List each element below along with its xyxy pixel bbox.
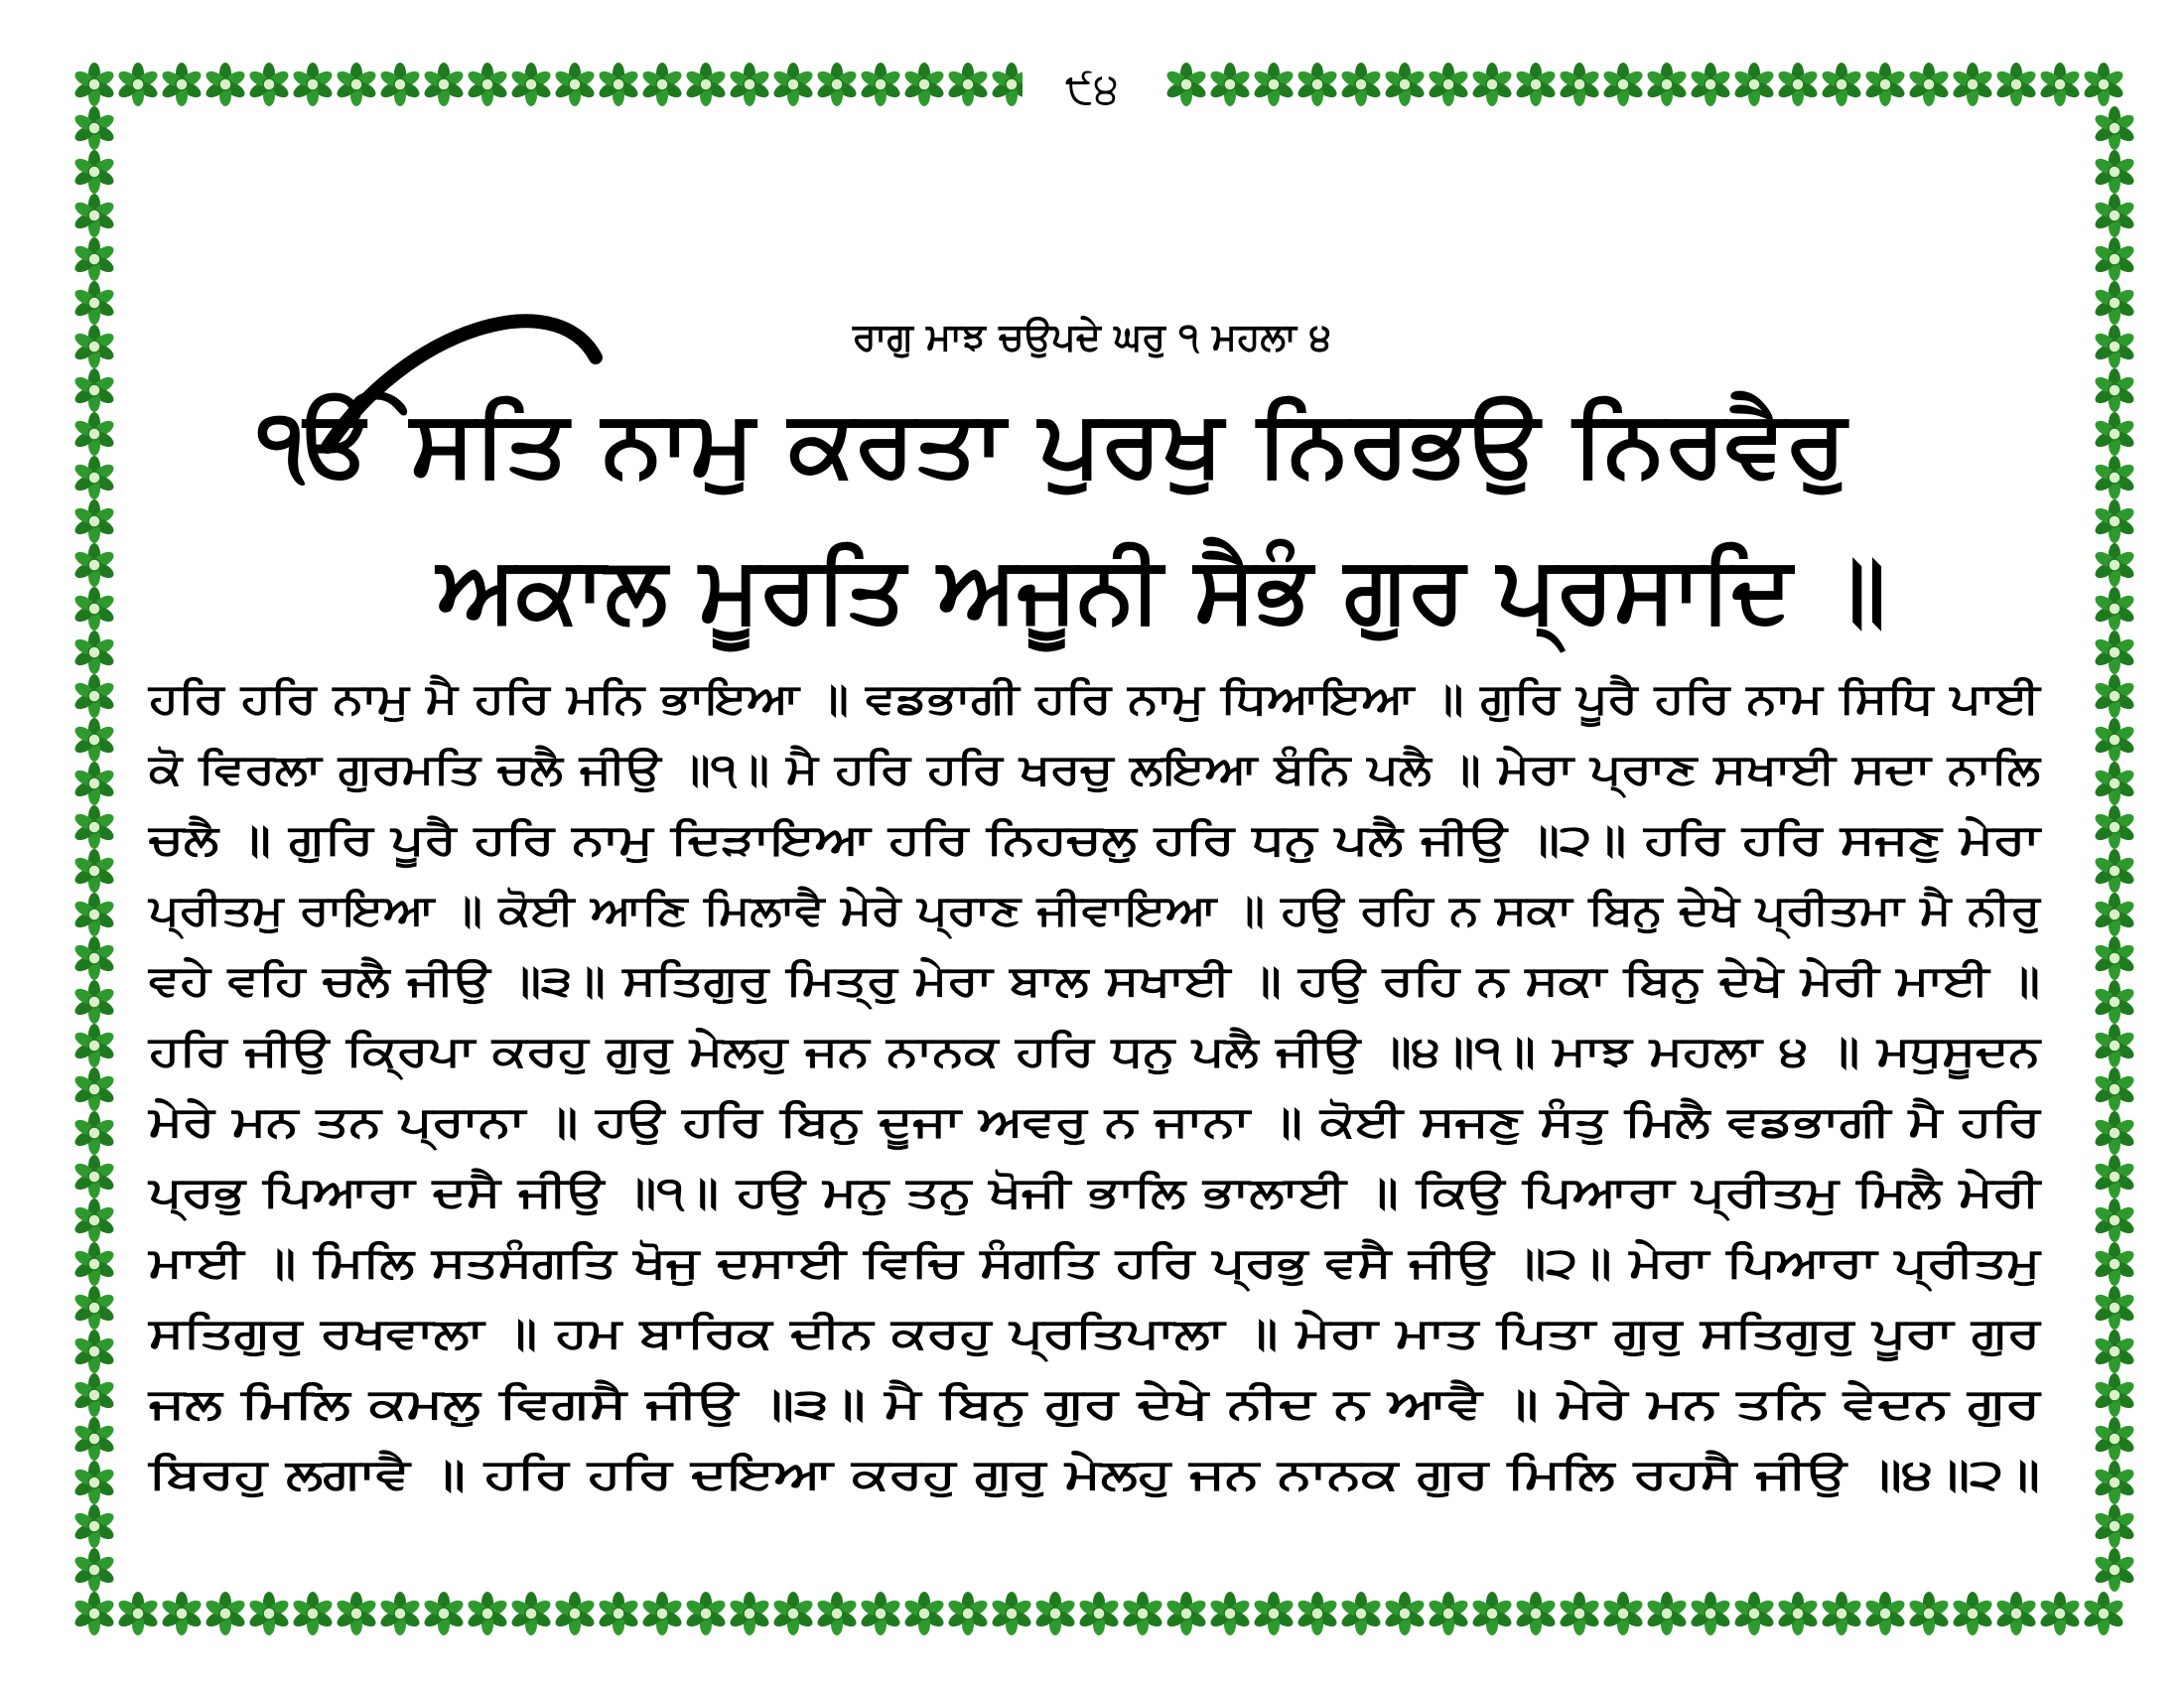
verse-line-9: ਮਾਈ ॥ ਮਿਲਿ ਸਤਸੰਗਤਿ ਖੋਜੁ ਦਸਾਈ ਵਿਚਿ ਸੰਗਤਿ ਹਰਿ ਪ੍ਰਭੁ ਵਸੈ ਜੀਉ ॥੨॥ ਮੇਰਾ ਪਿਆਰਾ ਪ੍ਰੀਤਮੁ	[149, 1238, 1702, 1287]
verse-line-12: ਬਿਰਹੁ ਲਗਾਵੈ ॥ ਹਰਿ ਹਰਿ ਦਇਆ ਕਰਹੁ ਗੁਰੁ ਮੇਲਹੁ ਜਨ ਨਾਨਕ ਗੁਰ ਮਿਲਿ ਰਹਸੈ ਜੀਉ ॥੪॥੨॥	[147, 1450, 2040, 1498]
verse-line-8: ਪ੍ਰਭੁ ਪਿਆਰਾ ਦਸੈ ਜੀਉ ॥੧॥ ਹਉ ਮਨੁ ਤਨੁ ਖੋਜੀ ਭਾਲਿ ਭਾਲਾਈ ॥ ਕਿਉ ਪਿਆਰਾ ਪ੍ਰੀਤਮੁ ਮਿਲੈ ਮੇਰੀ	[149, 1168, 1689, 1216]
verse-line-2: ਕੋ ਵਿਰਲਾ ਗੁਰਮਤਿ ਚਲੈ ਜੀਉ ॥੧॥ ਮੈ ਹਰਿ ਹਰਿ ਖਰਚੁ ਲਇਆ ਬੰਨਿ ਪਲੈ ॥ ਮੇਰਾ ਪ੍ਰਾਣ ਸਖਾਈ ਸਦਾ ਨਾਲਿ	[149, 745, 1777, 793]
raag-heading: ਰਾਗੁ ਮਾਝ ਚਉਪਦੇ ਘਰੁ ੧ ਮਹਲਾ ੪	[852, 315, 1332, 358]
verse-line-4: ਪ੍ਰੀਤਮੁ ਰਾਇਆ ॥ ਕੋਈ ਆਣਿ ਮਿਲਾਵੈ ਮੇਰੇ ਪ੍ਰਾਣ ਜੀਵਾਇਆ ॥ ਹਉ ਰਹਿ ਨ ਸਕਾ ਬਿਨੁ ਦੇਖੇ ਪ੍ਰੀਤਮਾ ਮੈ ਨੀਰੁ	[149, 886, 1828, 934]
verse-line-11: ਜਲ ਮਿਲਿ ਕਮਲੁ ਵਿਗਸੈ ਜੀਉ ॥੩॥ ਮੈ ਬਿਨੁ ਗੁਰ ਦੇਖੇ ਨੀਦ ਨ ਆਵੈ ॥ ਮੇਰੇ ਮਨ ਤਨਿ ਵੇਦਨ ਗੁਰ	[146, 1379, 2043, 1428]
verse-line-6: ਹਰਿ ਜੀਉ ਕ੍ਰਿਪਾ ਕਰਹੁ ਗੁਰੁ ਮੇਲਹੁ ਜਨ ਨਾਨਕ ਹਰਿ ਧਨੁ ਪਲੈ ਜੀਉ ॥੪॥੧॥ ਮਾਝ ਮਹਲਾ ੪ ॥ ਮਧੁਸੂਦਨ	[149, 1027, 1718, 1075]
mool-mantar-line-1: ੴ ਸਤਿ ਨਾਮੁ ਕਰਤਾ ਪੁਰਖੁ ਨਿਰਭਉ ਨਿਰਵੈਰੁ	[256, 390, 1850, 496]
verse-line-10: ਸਤਿਗੁਰੁ ਰਖਵਾਲਾ ॥ ਹਮ ਬਾਰਿਕ ਦੀਨ ਕਰਹੁ ਪ੍ਰਤਿਪਾਲਾ ॥ ਮੇਰਾ ਮਾਤ ਪਿਤਾ ਗੁਰੁ ਸਤਿਗੁਰੁ ਪੂਰਾ ਗੁਰ	[149, 1309, 1661, 1357]
verse-line-3: ਚਲੈ ॥ ਗੁਰਿ ਪੂਰੈ ਹਰਿ ਨਾਮੁ ਦਿੜਾਇਆ ਹਰਿ ਨਿਹਚਲੁ ਹਰਿ ਧਨੁ ਪਲੈ ਜੀਉ ॥੨॥ ਹਰਿ ਹਰਿ ਸਜਣੁ ਮੇਰਾ	[149, 815, 1682, 864]
verse-line-7: ਮੇਰੇ ਮਨ ਤਨ ਪ੍ਰਾਨਾ ॥ ਹਉ ਹਰਿ ਬਿਨੁ ਦੂਜਾ ਅਵਰੁ ਨ ਜਾਨਾ ॥ ਕੋਈ ਸਜਣੁ ਸੰਤੁ ਮਿਲੈ ਵਡਭਾਗੀ ਮੈ ਹਰਿ	[149, 1097, 1685, 1146]
verse-line-1: ਹਰਿ ਹਰਿ ਨਾਮੁ ਮੈ ਹਰਿ ਮਨਿ ਭਾਇਆ ॥ ਵਡਭਾਗੀ ਹਰਿ ਨਾਮੁ ਧਿਆਇਆ ॥ ਗੁਰਿ ਪੂਰੈ ਹਰਿ ਨਾਮ ਸਿਧਿ ਪਾਈ	[149, 674, 1779, 723]
body-text	[146, 674, 2043, 1498]
page-number: ੯੪	[1064, 64, 1120, 114]
verse-line-5: ਵਹੇ ਵਹਿ ਚਲੈ ਜੀਉ ॥੩॥ ਸਤਿਗੁਰੁ ਮਿਤ੍ਰੁ ਮੇਰਾ ਬਾਲ ਸਖਾਈ ॥ ਹਉ ਰਹਿ ਨ ਸਕਾ ਬਿਨੁ ਦੇਖੇ ਮੇਰੀ ਮਾਈ ॥	[149, 956, 1737, 1005]
mool-mantar-line-2: ਅਕਾਲ ਮੂਰਤਿ ਅਜੂਨੀ ਸੈਭੰ ਗੁਰ ਪ੍ਰਸਾਦਿ ॥	[437, 536, 1875, 642]
